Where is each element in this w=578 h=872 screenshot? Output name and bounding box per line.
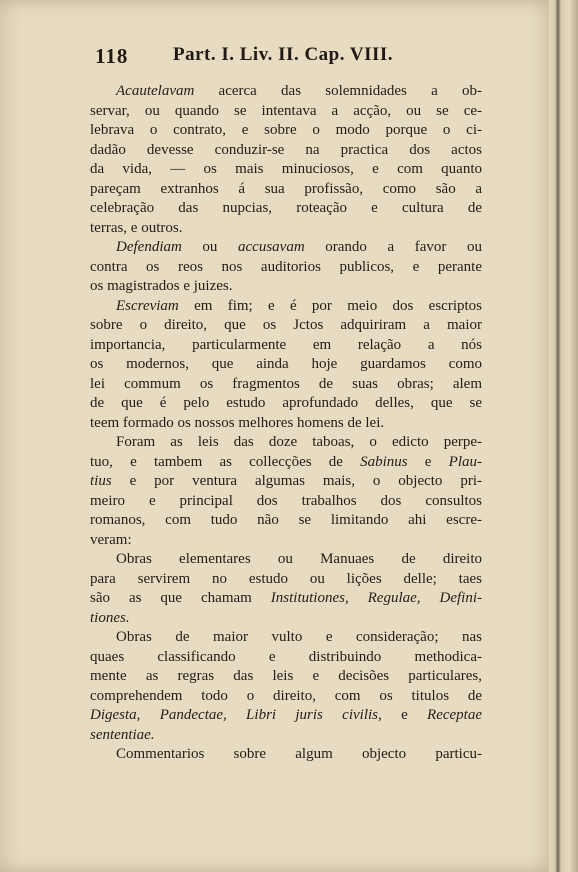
- text-line: [90, 589, 482, 609]
- text-line: [90, 394, 482, 414]
- text-segment: de que é pelo estudo aprofundado delles, que se: [90, 395, 482, 411]
- page-number: 118: [95, 44, 129, 68]
- text-segment: da vida, — os mais minuciosos, e com quanto: [90, 161, 482, 177]
- text-line: [90, 121, 482, 141]
- text-segment: Commentarios sobre algum objecto particu-: [116, 746, 482, 762]
- text-line: [90, 472, 482, 492]
- text-segment: servar, ou quando se intentava a acção, ou se ce-: [90, 102, 482, 119]
- text-segment: Obras de maior vulto e consideração; nas: [116, 629, 482, 645]
- text-line: [90, 277, 482, 297]
- text-segment: veram:: [90, 531, 132, 548]
- text-line: [90, 667, 482, 687]
- text-line: [90, 492, 482, 512]
- text-line: [90, 238, 482, 258]
- italic-text: Escreviam: [116, 297, 179, 314]
- text-segment: ou: [181, 239, 239, 255]
- text-line: [90, 160, 482, 180]
- text-line: [90, 258, 482, 278]
- text-line: [90, 687, 482, 707]
- italic-text: tius: [90, 473, 112, 489]
- text-segment: em fim; e é por meio dos escriptos: [178, 297, 482, 314]
- text-segment: contra os reos nos auditorios publicos, e perante: [90, 258, 482, 275]
- text-segment: lei commum os fragmentos de suas obras; alem: [90, 375, 482, 392]
- text-segment: pareçam extranhos á sua profissão, como são a: [90, 180, 482, 197]
- text-segment: romanos, com tudo não se limitando ahi escre-: [90, 512, 482, 528]
- text-line: [90, 316, 482, 336]
- text-line: [90, 199, 482, 219]
- text-segment: e por ventura algumas mais, o objecto pri-: [111, 473, 482, 489]
- text-segment: mente as regras das leis e decisões particulares,: [90, 668, 482, 684]
- text-segment: lebrava o contrato, e sobre o modo porque o ci-: [90, 122, 482, 138]
- text-line: [90, 102, 482, 122]
- italic-text: Receptae: [427, 707, 482, 723]
- text-line: [90, 336, 482, 356]
- text-segment: os modernos, que ainda hoje guardamos como: [90, 356, 482, 372]
- text-line: [90, 648, 482, 668]
- text-segment: orando a favor ou: [304, 239, 482, 255]
- text-segment: celebração das nupcias, roteação e cultura de: [90, 200, 482, 216]
- italic-text: Acautelavam: [116, 83, 195, 99]
- text-segment: acerca das solemnidades a ob-: [194, 83, 482, 99]
- text-line: [90, 609, 482, 629]
- italic-text: sententiae.: [90, 726, 155, 743]
- text-segment: para servirem no estudo ou lições delle; taes: [90, 570, 482, 587]
- italic-text: tiones.: [90, 609, 130, 626]
- body-text: [90, 82, 482, 765]
- text-line: [90, 433, 482, 453]
- text-line: [90, 726, 482, 746]
- text-line: [90, 82, 482, 102]
- text-segment: Obras elementares ou Manuaes de direito: [116, 551, 482, 567]
- italic-text: Plau-: [448, 453, 482, 470]
- italic-text: Digesta, Pandectae, Libri juris civilis,: [90, 707, 382, 723]
- text-segment: sobre o direito, que os Jctos adquiriram a maior: [90, 317, 482, 333]
- text-line: [90, 355, 482, 375]
- text-segment: terras, e outros.: [90, 219, 183, 236]
- text-segment: os magistrados e juizes.: [90, 278, 233, 294]
- text-line: [90, 511, 482, 531]
- text-segment: comprehendem todo o direito, com os titulos de: [90, 687, 482, 704]
- text-line: [90, 628, 482, 648]
- text-line: [90, 745, 482, 765]
- text-segment: importancia, particularmente em relação a nós: [90, 336, 482, 353]
- text-line: [90, 531, 482, 551]
- page-header: [95, 44, 471, 70]
- text-segment: teem formado os nossos melhores homens de lei.: [90, 414, 385, 431]
- text-line: [90, 180, 482, 200]
- text-segment: e: [407, 453, 449, 470]
- text-segment: são as que chamam: [90, 590, 271, 606]
- text-segment: Foram as leis das doze taboas, o edicto perpe-: [116, 434, 482, 450]
- text-segment: e: [381, 707, 428, 723]
- text-line: [90, 706, 482, 726]
- running-title: Part. I. Liv. II. Cap. VIII.: [173, 44, 394, 65]
- text-line: [90, 414, 482, 434]
- text-segment: dadão devesse conduzir-se na practica dos actos: [90, 141, 482, 158]
- text-line: [90, 141, 482, 161]
- text-line: [90, 297, 482, 317]
- italic-text: Sabinus: [360, 453, 408, 470]
- italic-text: Institutiones, Regulae, Defini-: [270, 590, 482, 606]
- text-line: [90, 570, 482, 590]
- page-edge: [549, 0, 578, 872]
- italic-text: accusavam: [238, 239, 305, 255]
- italic-text: Defendiam: [116, 239, 182, 255]
- text-line: [90, 375, 482, 395]
- text-line: [90, 219, 482, 239]
- text-segment: quaes classificando e distribuindo methodica-: [90, 648, 482, 665]
- text-segment: meiro e principal dos trabalhos dos consultos: [90, 492, 482, 509]
- text-line: [90, 550, 482, 570]
- text-line: [90, 453, 482, 473]
- text-segment: tuo, e tambem as collecções de: [90, 453, 361, 470]
